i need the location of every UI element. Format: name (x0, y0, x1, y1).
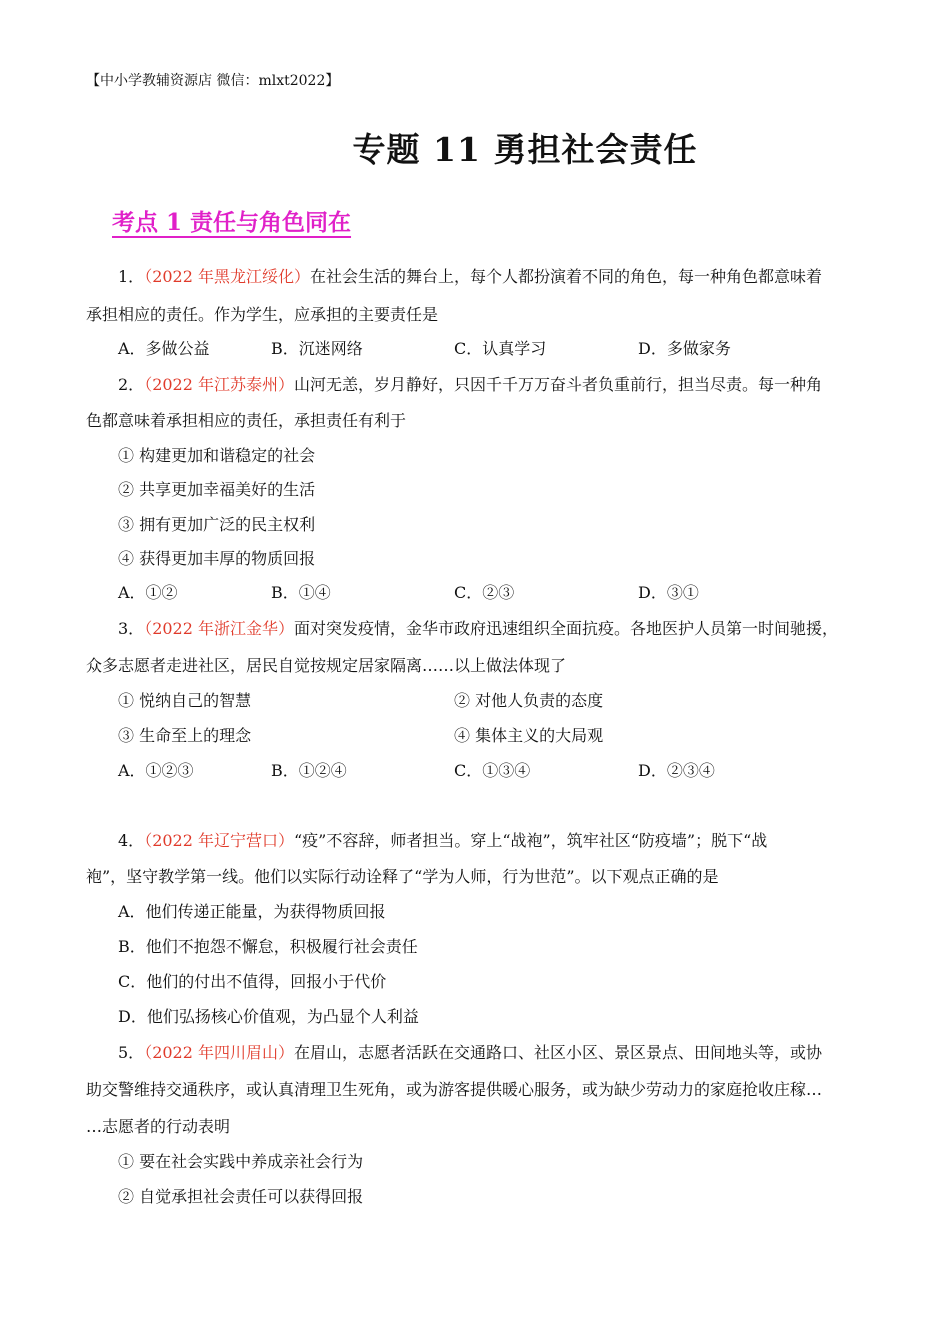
q3-option-a: A．①②③ (118, 761, 194, 780)
q1-option-c: C．认真学习 (454, 339, 547, 358)
question-text: 在社会生活的舞台上，每个人都扮演着不同的角色，每一种角色都意味着 (310, 267, 823, 286)
q3-item-4: ④ 集体主义的大局观 (454, 726, 604, 745)
q2-item-4: ④ 获得更加丰厚的物质回报 (118, 549, 316, 568)
question-3-line-2: 众多志愿者走进社区，居民自觉按规定居家隔离……以上做法体现了 (86, 656, 567, 675)
question-text: 面对突发疫情，金华市政府迅速组织全面抗疫。各地医护人员第一时间驰援， (294, 619, 839, 638)
question-1-line-1 (118, 264, 822, 287)
question-number: 1． (118, 267, 145, 286)
q3-item-3: ③ 生命至上的理念 (118, 726, 252, 745)
q4-option-b: B．他们不抱怨不懈怠，积极履行社会责任 (118, 937, 418, 956)
q1-option-b: B．沉迷网络 (271, 339, 363, 358)
q4-option-a: A．他们传递正能量，为获得物质回报 (118, 902, 386, 921)
question-source: （2022 年黑龙江绥化） (144, 267, 310, 286)
question-5-line-2: 助交警维持交通秩序，或认真清理卫生死角，或为游客提供暖心服务，或为缺少劳动力的家庭抢收庄稼… (86, 1080, 823, 1099)
question-5-line-3: …志愿者的行动表明 (86, 1117, 231, 1136)
q3-item-2: ② 对他人负责的态度 (454, 691, 604, 710)
watermark: 【中小学教辅资源店 微信：mlxt2022】 (86, 73, 340, 89)
q3-option-b: B．①②④ (271, 761, 347, 780)
question-source: （2022 年浙江金华） (144, 619, 294, 638)
question-2-line-2: 色都意味着承担相应的责任，承担责任有利于 (86, 411, 407, 430)
q4-option-c: C．他们的付出不值得，回报小于代价 (118, 972, 387, 991)
question-3-line-1 (118, 616, 838, 639)
question-5-line-1 (118, 1040, 822, 1063)
question-text: “疫”不容辞，师者担当。穿上“战袍”，筑牢社区“防疫墙”；脱下“战 (294, 831, 768, 850)
page-title: 专题 11 勇担社会责任 (352, 130, 698, 169)
q1-option-d: D．多做家务 (638, 339, 731, 358)
q1-option-a: A．多做公益 (118, 339, 210, 358)
q2-option-b: B．①④ (271, 583, 331, 602)
question-source: （2022 年江苏泰州） (144, 375, 294, 394)
q2-option-a: A．①② (118, 583, 178, 602)
question-number: 3． (118, 619, 145, 638)
question-4-line-1 (118, 828, 767, 851)
question-text: 在眉山，志愿者活跃在交通路口、社区小区、景区景点、田间地头等，或协 (294, 1043, 823, 1062)
q4-option-d: D．他们弘扬核心价值观，为凸显个人利益 (118, 1007, 419, 1026)
question-2-line-1 (118, 372, 822, 395)
q2-item-1: ① 构建更加和谐稳定的社会 (118, 446, 316, 465)
question-source: （2022 年辽宁营口） (144, 831, 294, 850)
q2-option-d: D．③① (638, 583, 699, 602)
question-text: 山河无恙，岁月静好，只因千千万万奋斗者负重前行，担当尽责。每一种角 (294, 375, 823, 394)
question-source: （2022 年四川眉山） (144, 1043, 294, 1062)
q2-item-2: ② 共享更加幸福美好的生活 (118, 480, 316, 499)
question-4-line-2: 袍”，坚守教学第一线。他们以实际行动诠释了“学为人师，行为世范”。以下观点正确的是 (86, 867, 719, 886)
q3-option-c: C．①③④ (454, 761, 531, 780)
question-number: 2． (118, 375, 145, 394)
section-heading: 考点 1 责任与角色同在 (112, 209, 352, 236)
q5-item-2: ② 自觉承担社会责任可以获得回报 (118, 1187, 364, 1206)
question-number: 5． (118, 1043, 145, 1062)
q3-option-d: D．②③④ (638, 761, 715, 780)
q2-item-3: ③ 拥有更加广泛的民主权利 (118, 515, 316, 534)
q5-item-1: ① 要在社会实践中养成亲社会行为 (118, 1152, 364, 1171)
q3-item-1: ① 悦纳自己的智慧 (118, 691, 252, 710)
q2-option-c: C．②③ (454, 583, 515, 602)
question-number: 4． (118, 831, 145, 850)
question-1-line-2: 承担相应的责任。作为学生，应承担的主要责任是 (86, 305, 439, 324)
